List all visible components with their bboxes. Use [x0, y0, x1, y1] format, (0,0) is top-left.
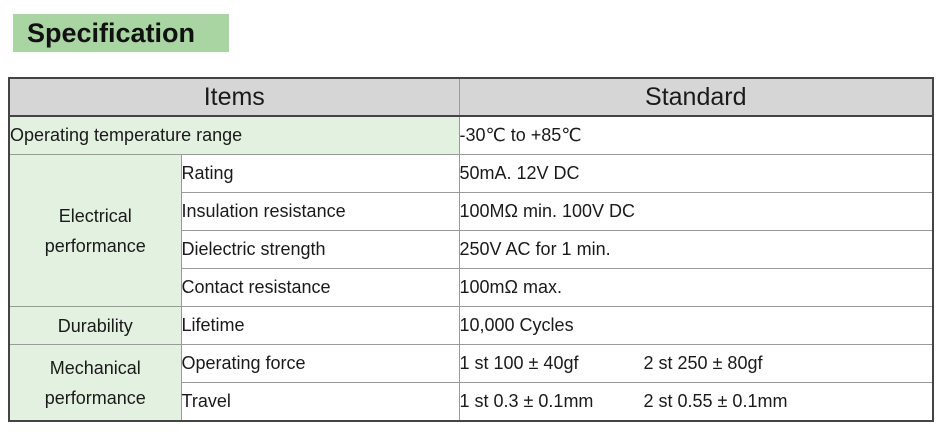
item-lifetime: Lifetime	[181, 307, 459, 345]
value-operating-force-stage2: 2 st 250 ± 80gf	[643, 353, 763, 373]
section-title: Specification	[13, 14, 229, 52]
table-row	[9, 307, 933, 345]
value-travel-stage1: 1 st 0.3 ± 0.1mm	[459, 391, 594, 411]
value-travel	[459, 383, 933, 422]
category-mechanical: Mechanical performance	[9, 345, 181, 422]
item-operating-temperature: Operating temperature range	[9, 116, 459, 155]
category-durability: Durability	[9, 307, 181, 345]
item-operating-force: Operating force	[181, 345, 459, 383]
item-insulation-resistance: Insulation resistance	[181, 193, 459, 231]
header-items: Items	[9, 78, 459, 116]
item-rating: Rating	[181, 155, 459, 193]
value-operating-force-stage1: 1 st 100 ± 40gf	[459, 353, 579, 373]
value-operating-temperature: -30℃ to +85℃	[459, 116, 933, 155]
value-operating-force	[459, 345, 933, 383]
table-row	[9, 116, 933, 155]
item-contact-resistance: Contact resistance	[181, 269, 459, 307]
table-header-row	[9, 78, 933, 116]
value-insulation-resistance: 100MΩ min. 100V DC	[459, 193, 933, 231]
table-row	[9, 155, 933, 193]
value-lifetime: 10,000 Cycles	[459, 307, 933, 345]
item-dielectric-strength: Dielectric strength	[181, 231, 459, 269]
value-rating: 50mA. 12V DC	[459, 155, 933, 193]
table-row	[9, 345, 933, 383]
value-contact-resistance: 100mΩ max.	[459, 269, 933, 307]
header-standard: Standard	[459, 78, 933, 116]
value-travel-stage2: 2 st 0.55 ± 0.1mm	[643, 391, 788, 411]
specification-table	[8, 77, 934, 422]
value-dielectric-strength: 250V AC for 1 min.	[459, 231, 933, 269]
item-travel: Travel	[181, 383, 459, 422]
category-electrical: Electrical performance	[9, 155, 181, 307]
